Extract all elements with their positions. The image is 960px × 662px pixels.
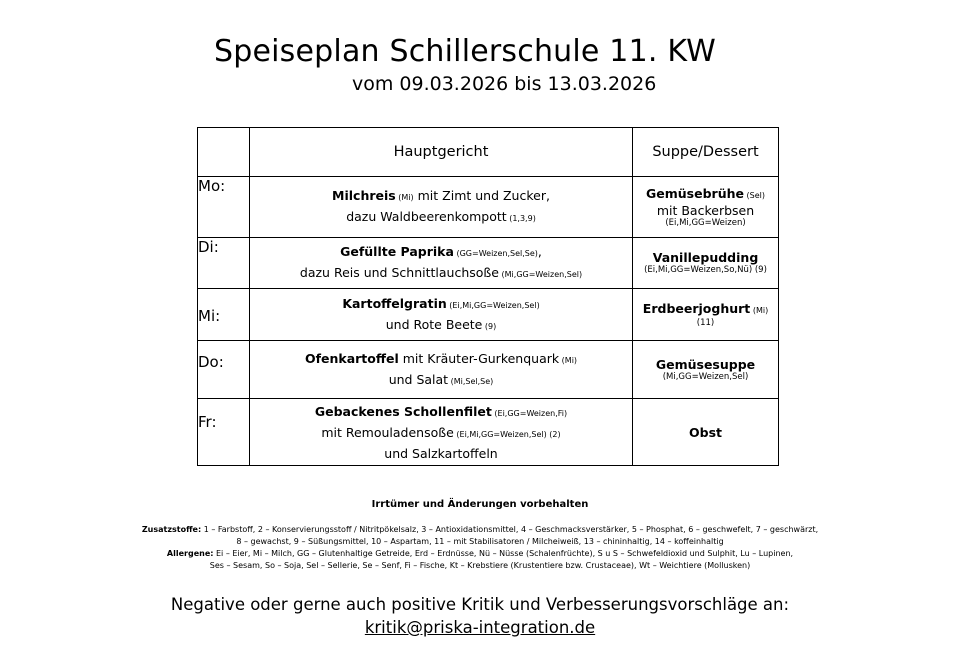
date-range: vom 09.03.2026 bis 13.03.2026 [352,73,657,95]
dish-line [250,402,632,423]
dish-line [633,186,778,203]
dish-line [250,242,632,263]
dish-line [250,444,632,463]
soup-dessert-cell [633,341,779,399]
feedback-text: Negative oder gerne auch positive Kritik und Verbesserungsvorschläge an: [170,595,790,614]
allergen-codes: (Ei,Mi,GG=Weizen,So,Nü) (9) [644,265,767,275]
allergen-codes: (Mi,Sel,Se) [448,376,494,386]
feedback-section [0,593,960,639]
day-label: Mi: [198,289,250,341]
dish-name: Milchreis [332,188,396,203]
additives-text: 1 – Farbstoff, 2 – Konservierungsstoff / Nitritpökelsalz, 3 – Antioxidationsmittel, 4 – Geschmacksverstärker, 5 – Phosphat, 6 – geschwefelt, 7 – geschwärzt, [201,525,819,534]
dish-text: und Rote Beete [385,316,483,332]
additives-line [0,524,960,536]
soup-dessert-cell [633,399,779,466]
dish-text: dazu Waldbeerenkompott [346,209,507,224]
allergen-codes: (Ei,Mi,GG=Weizen,Sel) (2) [453,429,561,439]
allergens-text: Ei – Eier, Mi – Milch, GG – Glutenhaltige Getreide, Erd – Erdnüsse, Nü – Nüsse (Schalenfrüchte), S u S – Schwefeldioxid und Sulphit, Lu – Lupinen, [213,549,794,558]
dish-line [633,425,778,440]
dish-text: mit Zimt und Zucker, [413,188,550,203]
dish-name: Erdbeerjoghurt [642,300,751,316]
dish-name: Obst [689,424,722,440]
allergens-line: Ses – Sesam, So – Soja, Sel – Sellerie, Se – Senf, Fi – Fische, Kt – Krebstiere (Krustentiere bzw. Crustaceae), Wt – Weichtiere (Mollusken) [209,561,751,570]
dish-line [250,315,632,336]
main-dish-cell [250,289,633,341]
table-row [198,399,779,466]
page-title: Speiseplan Schillerschule 11. KW [214,34,717,69]
main-dish-cell [250,341,633,399]
dish-text: dazu Reis und Schnittlauchsoße [299,265,499,280]
allergen-codes: (Mi) [395,193,414,202]
dish-name: Gefüllte Paprika [340,244,454,259]
allergen-codes: (Mi,GG=Weizen,Sel) [662,371,749,382]
allergen-codes: (Mi) [559,355,578,365]
soup-dessert-cell [633,238,779,289]
dish-name: Gebackenes Schollenfilet [314,403,492,419]
dish-text: , [537,244,542,259]
dish-line [633,301,778,318]
allergens-line [0,548,960,560]
header-main-dish: Hauptgericht [250,128,633,177]
dish-text: und Salzkartoffeln [384,445,498,461]
additives-label: Zusatzstoffe: [141,525,202,534]
dish-text: mit Remouladensoße [321,424,454,440]
dish-line [250,423,632,444]
dish-line [250,186,632,207]
disclaimer-notice: Irrtümer und Änderungen vorbehalten [371,499,589,510]
dish-line [633,250,778,265]
header-soup-dessert: Suppe/Dessert [633,128,779,177]
dish-line [633,357,778,372]
allergens-label: Allergene: [166,549,214,558]
allergen-codes: (11) [696,317,715,328]
dish-text: und Salat [388,371,449,387]
additives-line: 8 – gewachst, 9 – Süßungsmittel, 10 – Aspartam, 11 – mit Stabilisatoren / Milcheiweiß, 13 – chininhaltig, 14 – koffeinhaltig [236,537,724,546]
dish-name: Vanillepudding [652,250,759,265]
allergen-codes: (GG=Weizen,Sel,Se) [453,249,538,258]
dish-line [250,370,632,391]
table-header-row [198,128,779,177]
dish-name: Gemüsebrühe [646,185,744,201]
table-row [198,289,779,341]
table-row [198,341,779,399]
additives-allergens-legend [0,524,960,572]
dish-line [633,203,778,218]
menu-table [197,127,779,466]
dish-line [250,294,632,315]
main-dish-cell [250,177,633,238]
header-day-cell [198,128,250,177]
dish-line [250,207,632,228]
table-row [198,238,779,289]
day-label: Fr: [198,399,250,466]
dish-line [250,263,632,284]
allergen-codes: (Ei,Mi,GG=Weizen) [665,217,746,228]
allergen-codes: (Ei,Mi,GG=Weizen,Sel) [446,300,540,310]
day-label: Do: [198,341,250,399]
dish-name: Ofenkartoffel [304,350,399,366]
allergen-codes: (Sel) [743,190,765,200]
allergen-codes: (Mi) [750,305,769,315]
soup-dessert-cell [633,289,779,341]
dish-text: mit Backerbsen [656,202,755,218]
table-row [198,177,779,238]
main-dish-cell [250,238,633,289]
feedback-email-link[interactable]: kritik@priska-integration.de [364,618,596,637]
dish-line [250,349,632,370]
day-label: Mo: [198,177,250,238]
soup-dessert-cell [633,177,779,238]
main-dish-cell [250,399,633,466]
allergen-codes: (1,3,9) [506,214,536,223]
allergen-codes: (Ei,GG=Weizen,Fi) [491,408,568,418]
allergen-codes: (9) [482,321,497,331]
day-label: Di: [198,238,250,289]
dish-text: mit Kräuter-Gurkenquark [398,350,560,366]
dish-name: Gemüsesuppe [655,356,756,372]
allergen-codes: (Mi,GG=Weizen,Sel) [498,270,583,279]
dish-name: Kartoffelgratin [342,295,447,311]
